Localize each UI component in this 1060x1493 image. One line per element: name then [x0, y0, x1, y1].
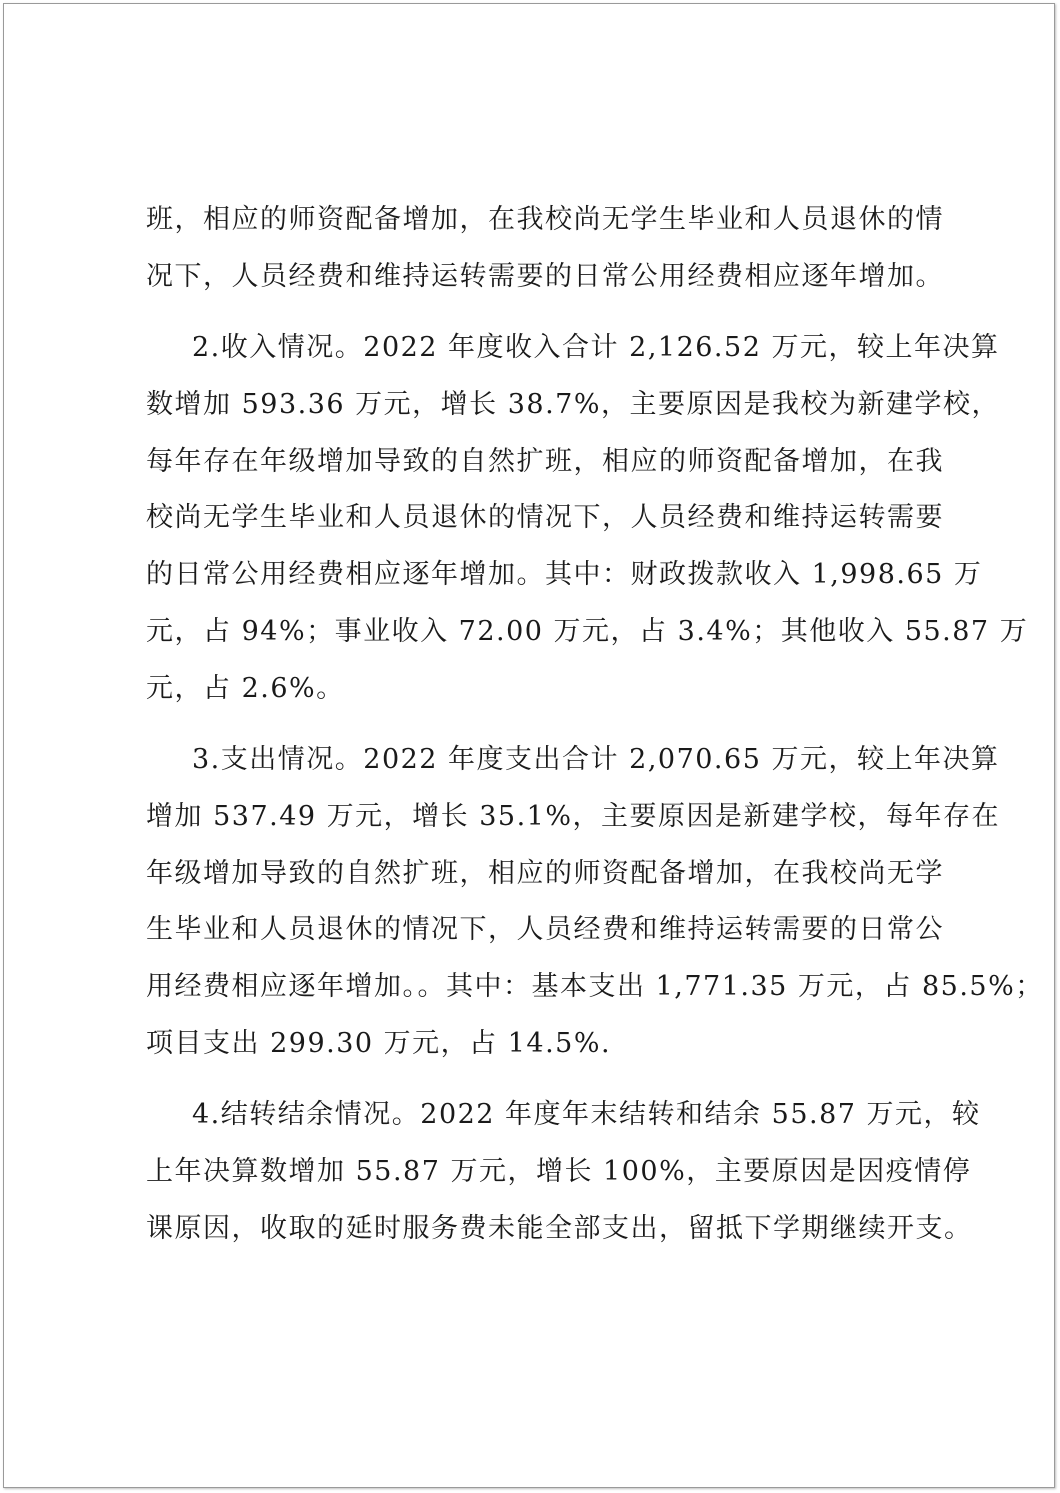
text-line: 项目支出 299.30 万元，占 14.5%.	[146, 1027, 612, 1059]
document-body	[146, 192, 1044, 1257]
text-line: 课原因，收取的延时服务费未能全部支出，留抵下学期继续开支。	[146, 1212, 973, 1244]
paragraph-income	[146, 320, 1029, 717]
text-line: 况下，人员经费和维持运转需要的日常公用经费相应逐年增加。	[146, 260, 944, 292]
text-line: 元，占 2.6%。	[146, 672, 345, 704]
text-line: 增加 537.49 万元，增长 35.1%，主要原因是新建学校，每年存在	[146, 800, 1000, 832]
text-line: 校尚无学生毕业和人员退休的情况下，人员经费和维持运转需要	[146, 502, 944, 534]
text-line: 每年存在年级增加导致的自然扩班，相应的师资配备增加，在我	[146, 445, 944, 477]
paragraph-carryover	[146, 1087, 981, 1257]
text-line: 4.结转结余情况。2022 年度年末结转和结余 55.87 万元，较	[192, 1099, 981, 1131]
text-line: 用经费相应逐年增加。。其中：基本支出 1,771.35 万元，占 85.5%；	[146, 970, 1044, 1002]
text-line: 生毕业和人员退休的情况下，人员经费和维持运转需要的日常公	[146, 914, 944, 946]
paragraph-continuation	[146, 192, 944, 305]
text-line: 年级增加导致的自然扩班，相应的师资配备增加，在我校尚无学	[146, 857, 944, 889]
paragraph-expenditure	[146, 732, 1044, 1072]
text-line: 的日常公用经费相应逐年增加。其中：财政拨款收入 1,998.65 万	[146, 559, 983, 591]
page-frame	[3, 3, 1055, 1488]
text-line: 班，相应的师资配备增加，在我校尚无学生毕业和人员退休的情	[146, 204, 944, 235]
text-line: 3.支出情况。2022 年度支出合计 2,070.65 万元，较上年决算	[192, 744, 1000, 776]
text-line: 数增加 593.36 万元，增长 38.7%，主要原因是我校为新建学校，	[146, 389, 1000, 421]
text-line: 元，占 94%；事业收入 72.00 万元，占 3.4%；其他收入 55.87 万	[146, 615, 1029, 647]
text-line: 2.收入情况。2022 年度收入合计 2,126.52 万元，较上年决算	[192, 332, 1000, 364]
text-line: 上年决算数增加 55.87 万元，增长 100%，主要原因是因疫情停	[146, 1156, 972, 1187]
